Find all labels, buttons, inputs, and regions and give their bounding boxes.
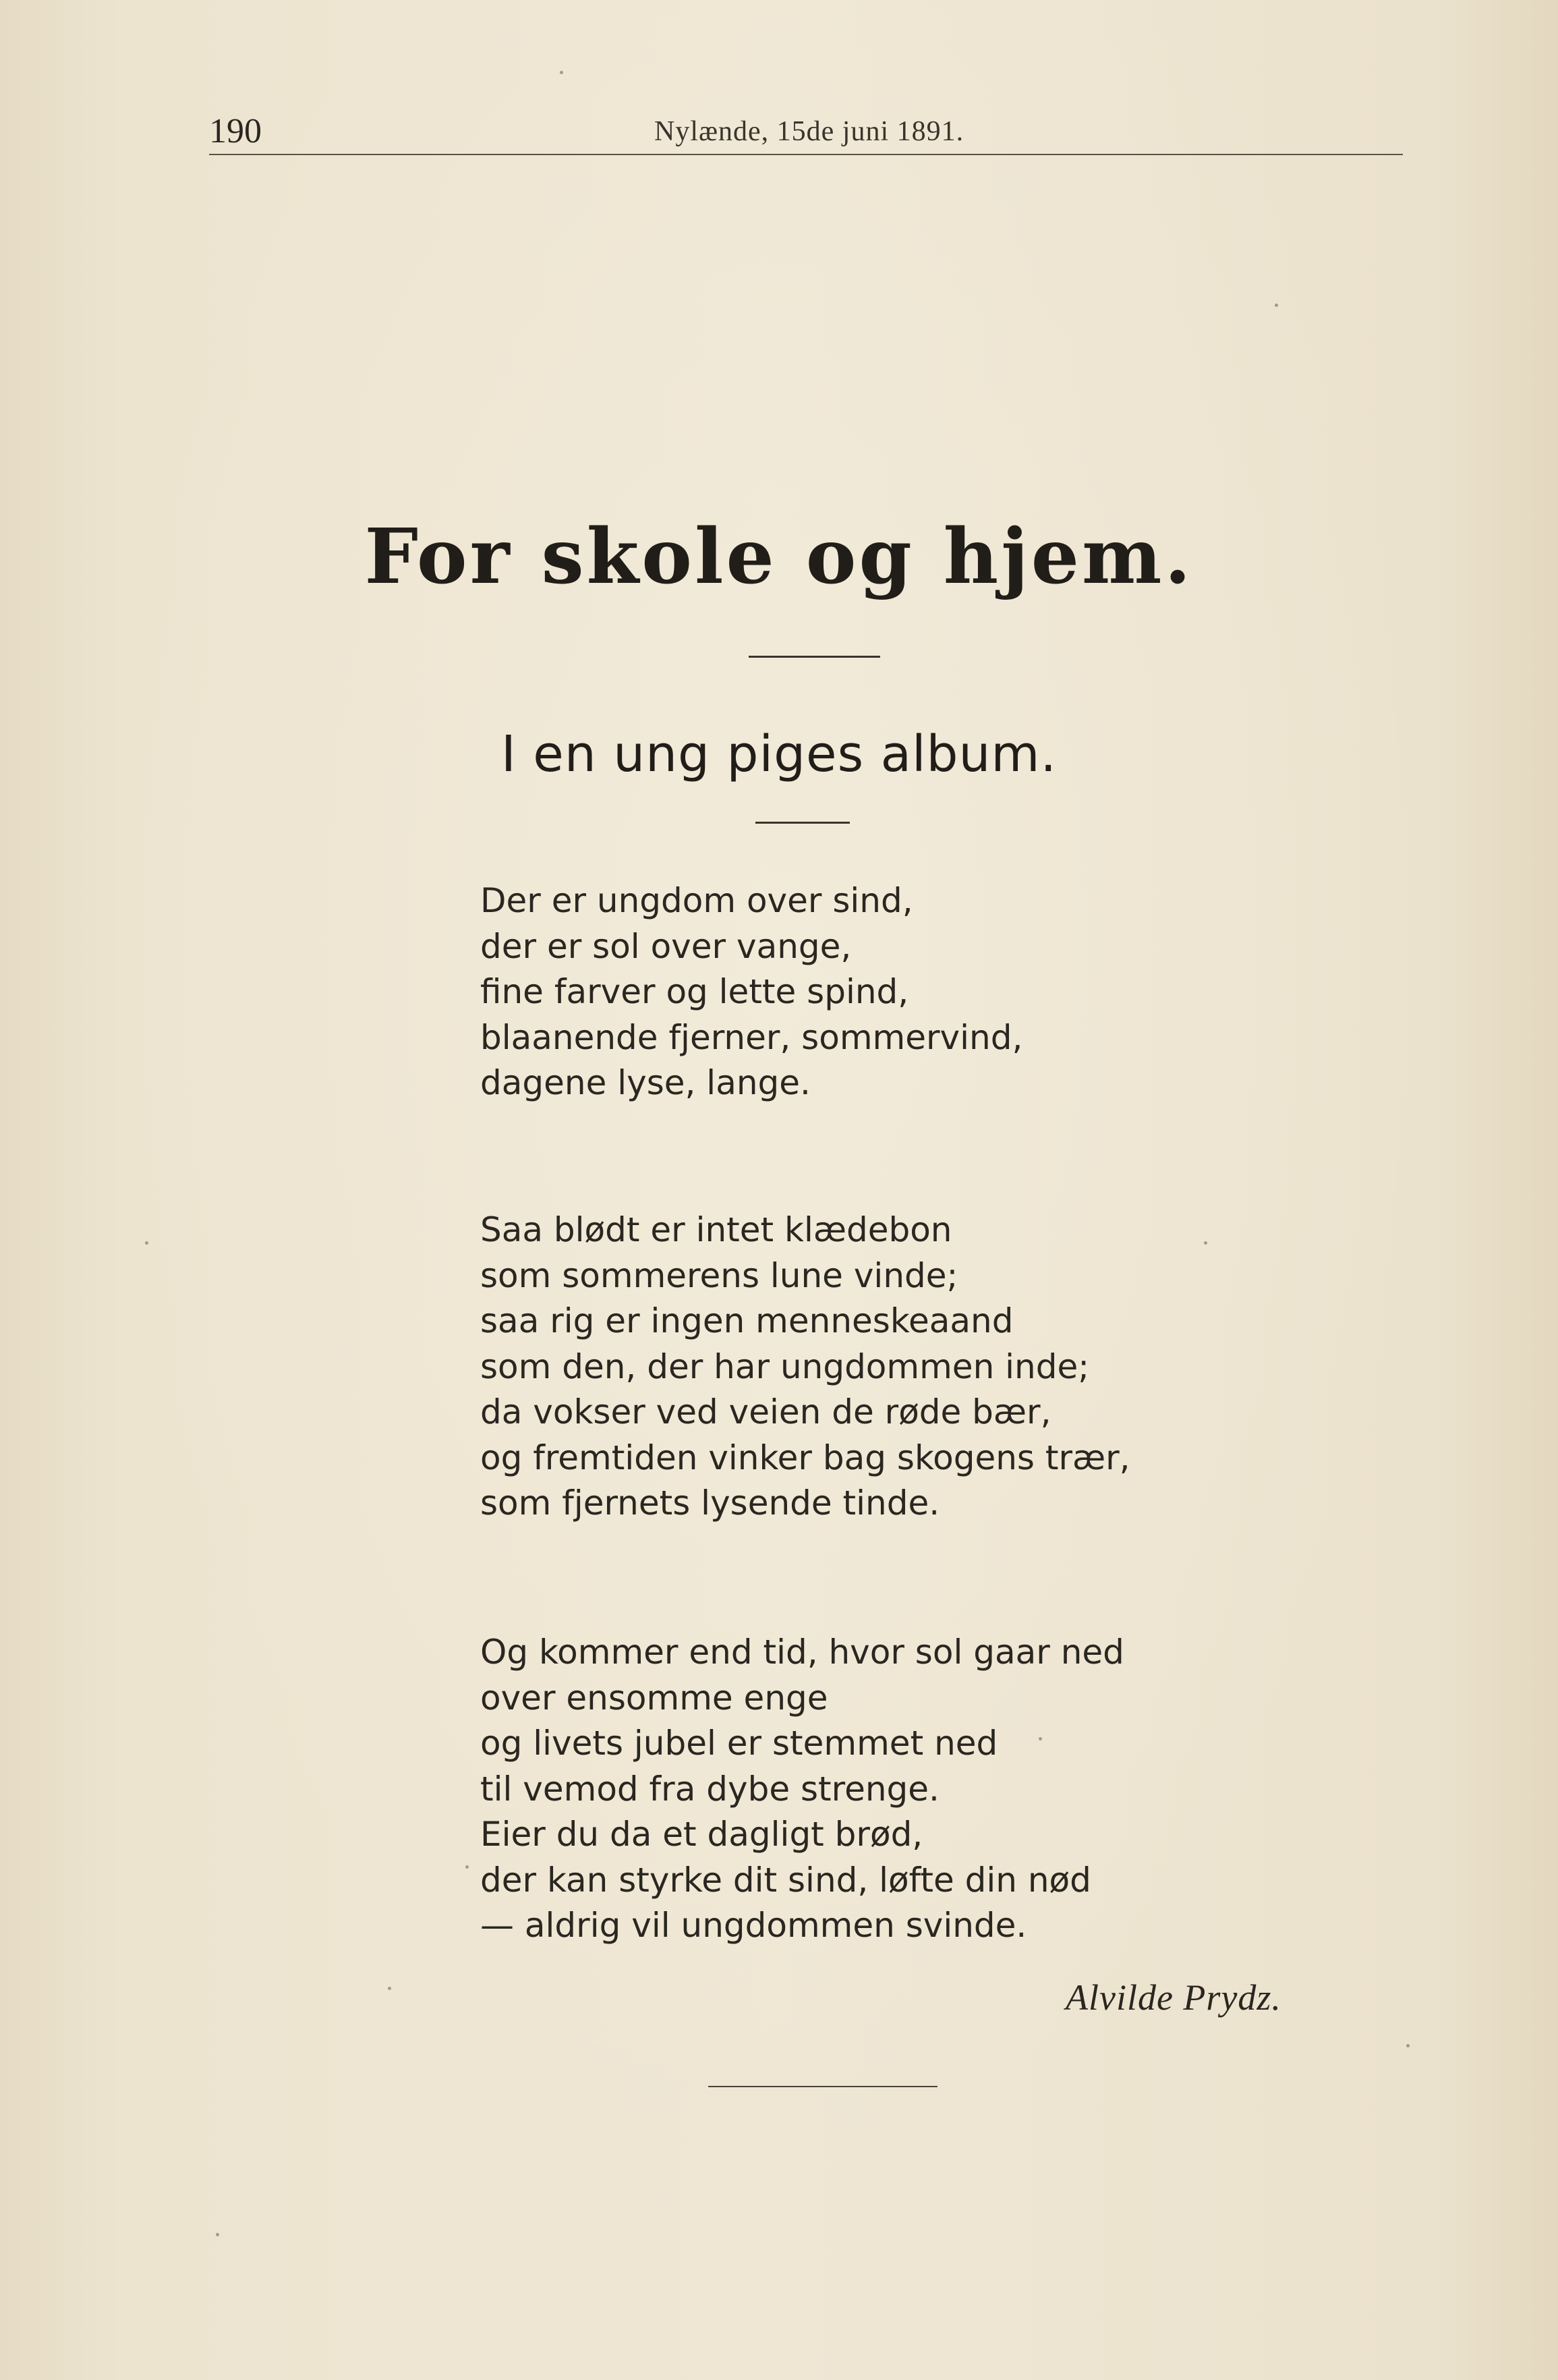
paper-speck [1204,1241,1207,1245]
paper-speck [145,1241,148,1245]
poem-line: Saa blødt er intet klædebon [480,1210,952,1249]
page-number: 190 [209,112,262,150]
poem-line: blaanende fjerner, sommervind, [480,1017,1023,1057]
paper-speck [1275,304,1278,307]
poem-line: og livets jubel er stemmet ned [480,1724,998,1763]
paper-speck [388,1987,391,1990]
poem-line: fine farver og lette spind, [480,972,909,1011]
poem-line: og fremtiden vinker bag skogens trær, [480,1438,1130,1477]
poem-title: I en ung piges album. [500,725,1058,783]
poem-title-divider [755,822,850,824]
poem-line: som fjernets lysende tinde. [480,1483,940,1523]
poem-line: dagene lyse, lange. [480,1063,811,1102]
page-header [209,111,1403,152]
poem-line: Der er ungdom over sind, [480,881,913,920]
poem-line: da vokser ved veien de røde bær, [480,1392,1051,1432]
poem-line: saa rig er ingen menneskeaand [480,1301,1014,1340]
paper-speck [216,2233,219,2236]
poem-line: til vemod fra dybe strenge. [480,1769,940,1809]
poem-author: Alvilde Prydz. [1066,1977,1281,2018]
header-rule [209,154,1403,155]
poem-line: der er sol over vange, [480,926,852,966]
title-divider [749,656,880,658]
poem-line: som sommerens lune vinde; [480,1255,958,1295]
section-title: For skole og hjem. [364,513,1194,601]
poem-line: — aldrig vil ungdommen svinde. [480,1906,1027,1945]
poem-stanza-2 [480,1208,1130,1527]
end-divider [708,2086,937,2087]
poem-line: over ensomme enge [480,1678,828,1718]
poem-line: Og kommer end tid, hvor sol gaar ned [480,1633,1124,1672]
paper-speck [560,71,563,74]
poem-line: Eier du da et dagligt brød, [480,1815,923,1854]
paper-speck [465,1865,469,1869]
paper-speck [1406,2044,1410,2047]
poem-stanza-1 [480,878,1022,1106]
running-head: Nylænde, 15de juni 1891. [654,116,964,147]
poem-stanza-3 [480,1630,1124,1949]
poem-line: der kan styrke dit sind, løfte din nød [480,1860,1091,1900]
poem-line: som den, der har ungdommen inde; [480,1347,1090,1386]
